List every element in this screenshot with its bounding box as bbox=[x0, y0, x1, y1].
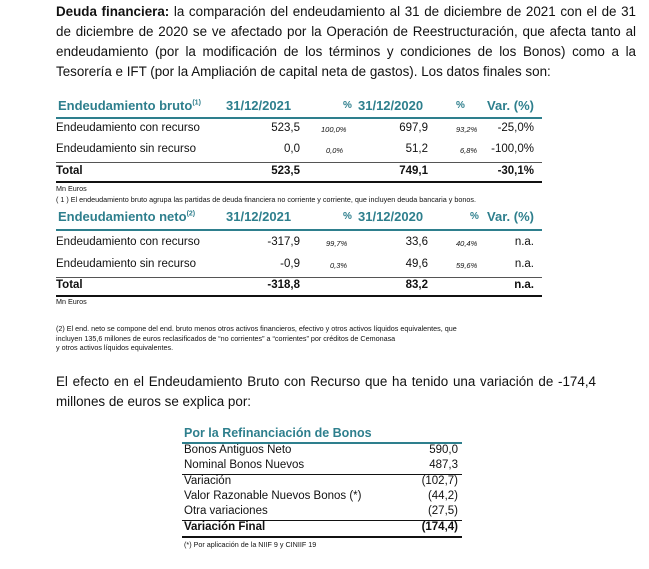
list-item-total: Variación Final (174,4) bbox=[182, 520, 462, 538]
bruto-footnote: ( 1 ) El endeudamiento bruto agrupa las partidas de deuda financiera no corriente y corriente, que incluyen deuda bancaria y bonos. bbox=[56, 195, 476, 204]
neto-col-var: Var. (%) bbox=[487, 209, 534, 224]
table-total-row: Total -318,8 83,2 n.a. bbox=[56, 279, 534, 291]
neto-header bbox=[56, 209, 536, 227]
neto-title: Endeudamiento neto bbox=[58, 209, 187, 224]
bruto-title: Endeudamiento bruto bbox=[58, 98, 193, 113]
bruto-col-2021: 31/12/2021 bbox=[226, 98, 292, 113]
table-row: Endeudamiento con recurso 523,5 100,0% 697,9 93,2% -25,0% bbox=[56, 122, 534, 134]
neto-col-2021: 31/12/2021 bbox=[226, 209, 292, 224]
list-item: Bonos Antiguos Neto 590,0 bbox=[184, 444, 458, 456]
neto-header-rule bbox=[56, 229, 542, 231]
refinanciacion-title: Por la Refinanciación de Bonos bbox=[184, 426, 372, 440]
bruto-bottom-rule bbox=[56, 181, 542, 183]
table-row: Endeudamiento con recurso -317,9 99,7% 33,6 40,4% n.a. bbox=[56, 236, 534, 248]
bruto-total-rule bbox=[56, 162, 542, 163]
intro-bold-lead: Deuda financiera: bbox=[56, 4, 170, 19]
bruto-col-2020: 31/12/2020 bbox=[358, 98, 424, 113]
effect-paragraph: El efecto en el Endeudamiento Bruto con Recurso que ha tenido una variación de -174,4 millones de euros se explica por: bbox=[56, 374, 596, 409]
table-row: Endeudamiento sin recurso -0,9 0,3% 49,6 59,6% n.a. bbox=[56, 258, 534, 270]
neto-col-2020: 31/12/2020 bbox=[358, 209, 424, 224]
bruto-unit: Mn Euros bbox=[56, 184, 87, 193]
neto-total-rule bbox=[56, 277, 542, 278]
bruto-col-var: Var. (%) bbox=[487, 98, 534, 113]
bruto-title-note: (1) bbox=[192, 99, 201, 107]
list-item: Nominal Bonos Nuevos 487,3 bbox=[184, 459, 458, 471]
bruto-header-rule bbox=[56, 117, 542, 119]
table-total-row: Total 523,5 749,1 -30,1% bbox=[56, 165, 534, 177]
neto-col-pct2: % bbox=[470, 211, 479, 222]
bruto-col-pct1: % bbox=[343, 100, 352, 111]
list-item: Valor Razonable Nuevos Bonos (*) (44,2) bbox=[184, 490, 458, 502]
intro-text: la comparación del endeudamiento al 31 de diciembre de 2021 con el de 31 de diciembre de 2020 se ve afectado por la Operación de Reestructuración, que afecta tanto al endeudamiento (por la modificación de los términos y condiciones de los Bonos) como a la Tesorería e IFT (por la Ampliación de capital neta de gastos). Los datos finales son: bbox=[56, 4, 636, 79]
neto-unit: Mn Euros bbox=[56, 297, 87, 306]
bruto-header bbox=[56, 98, 536, 116]
refinanciacion-table bbox=[182, 426, 462, 550]
neto-footnote: (2) El end. neto se compone del end. bruto menos otros activos financieros, efectivo y otros activos líquidos equivalentes, que incluyen 135,6 millones de euros reclasificados de “no corrientes” a “corrientes” por créditos de Cemonasa y otros activos líquidos equivalentes. bbox=[56, 324, 457, 352]
list-item: Variación (102,7) bbox=[182, 474, 462, 490]
neto-col-pct1: % bbox=[343, 211, 352, 222]
intro-paragraph bbox=[56, 2, 636, 82]
refinanciacion-footnote: (*) Por aplicación de la NIIF 9 y CINIIF 19 bbox=[184, 540, 317, 549]
neto-bottom-rule bbox=[56, 295, 542, 297]
neto-title-note: (2) bbox=[186, 210, 196, 218]
list-item: Otra variaciones (27,5) bbox=[184, 505, 458, 517]
bruto-col-pct2: % bbox=[456, 100, 465, 111]
table-row: Endeudamiento sin recurso 0,0 0,0% 51,2 6,8% -100,0% bbox=[56, 143, 534, 155]
